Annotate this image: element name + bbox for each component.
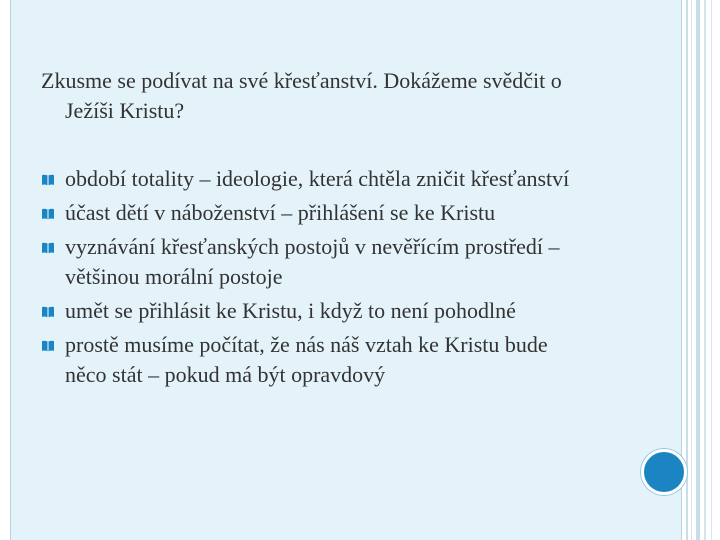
open-book-icon [41,241,55,255]
slide-title-line-1: Zkusme se podívat na své křesťanství. Dokážeme svědčit o [41,68,562,93]
list-item [41,198,641,228]
bullet-text-5b: něco stát – pokud má být opravdový [65,362,386,387]
decorative-stripe [704,0,706,540]
bullet-text-3b: většinou morální postoje [65,264,283,289]
bullet-text-4a: umět se přihlásit ke Kristu, i když to není pohodlné [65,298,516,323]
slide-title [41,66,641,126]
decorative-stripe [696,0,700,540]
decorative-stripe [686,0,688,540]
list-item [41,330,641,390]
bullet-text-1a: období totality – ideologie, která chtěla zničit křesťanství [65,166,570,191]
bullet-list [41,164,641,394]
bullet-text-3a: vyznávání křesťanských postojů v nevěřícím prostředí – [65,234,560,259]
list-item [41,164,641,194]
bullet-text-5a: prostě musíme počítat, že nás náš vztah ke Kristu bude [65,332,548,357]
decorative-circle [641,449,687,495]
slide-title-line-2: Ježíši Kristu? [65,98,185,123]
open-book-icon [41,207,55,221]
open-book-icon [41,173,55,187]
decorative-stripe [691,0,692,540]
list-item [41,232,641,292]
decorative-stripe [711,0,712,540]
open-book-icon [41,339,55,353]
list-item [41,296,641,326]
open-book-icon [41,305,55,319]
bullet-text-2a: účast dětí v náboženství – přihlášení se ke Kristu [65,200,496,225]
